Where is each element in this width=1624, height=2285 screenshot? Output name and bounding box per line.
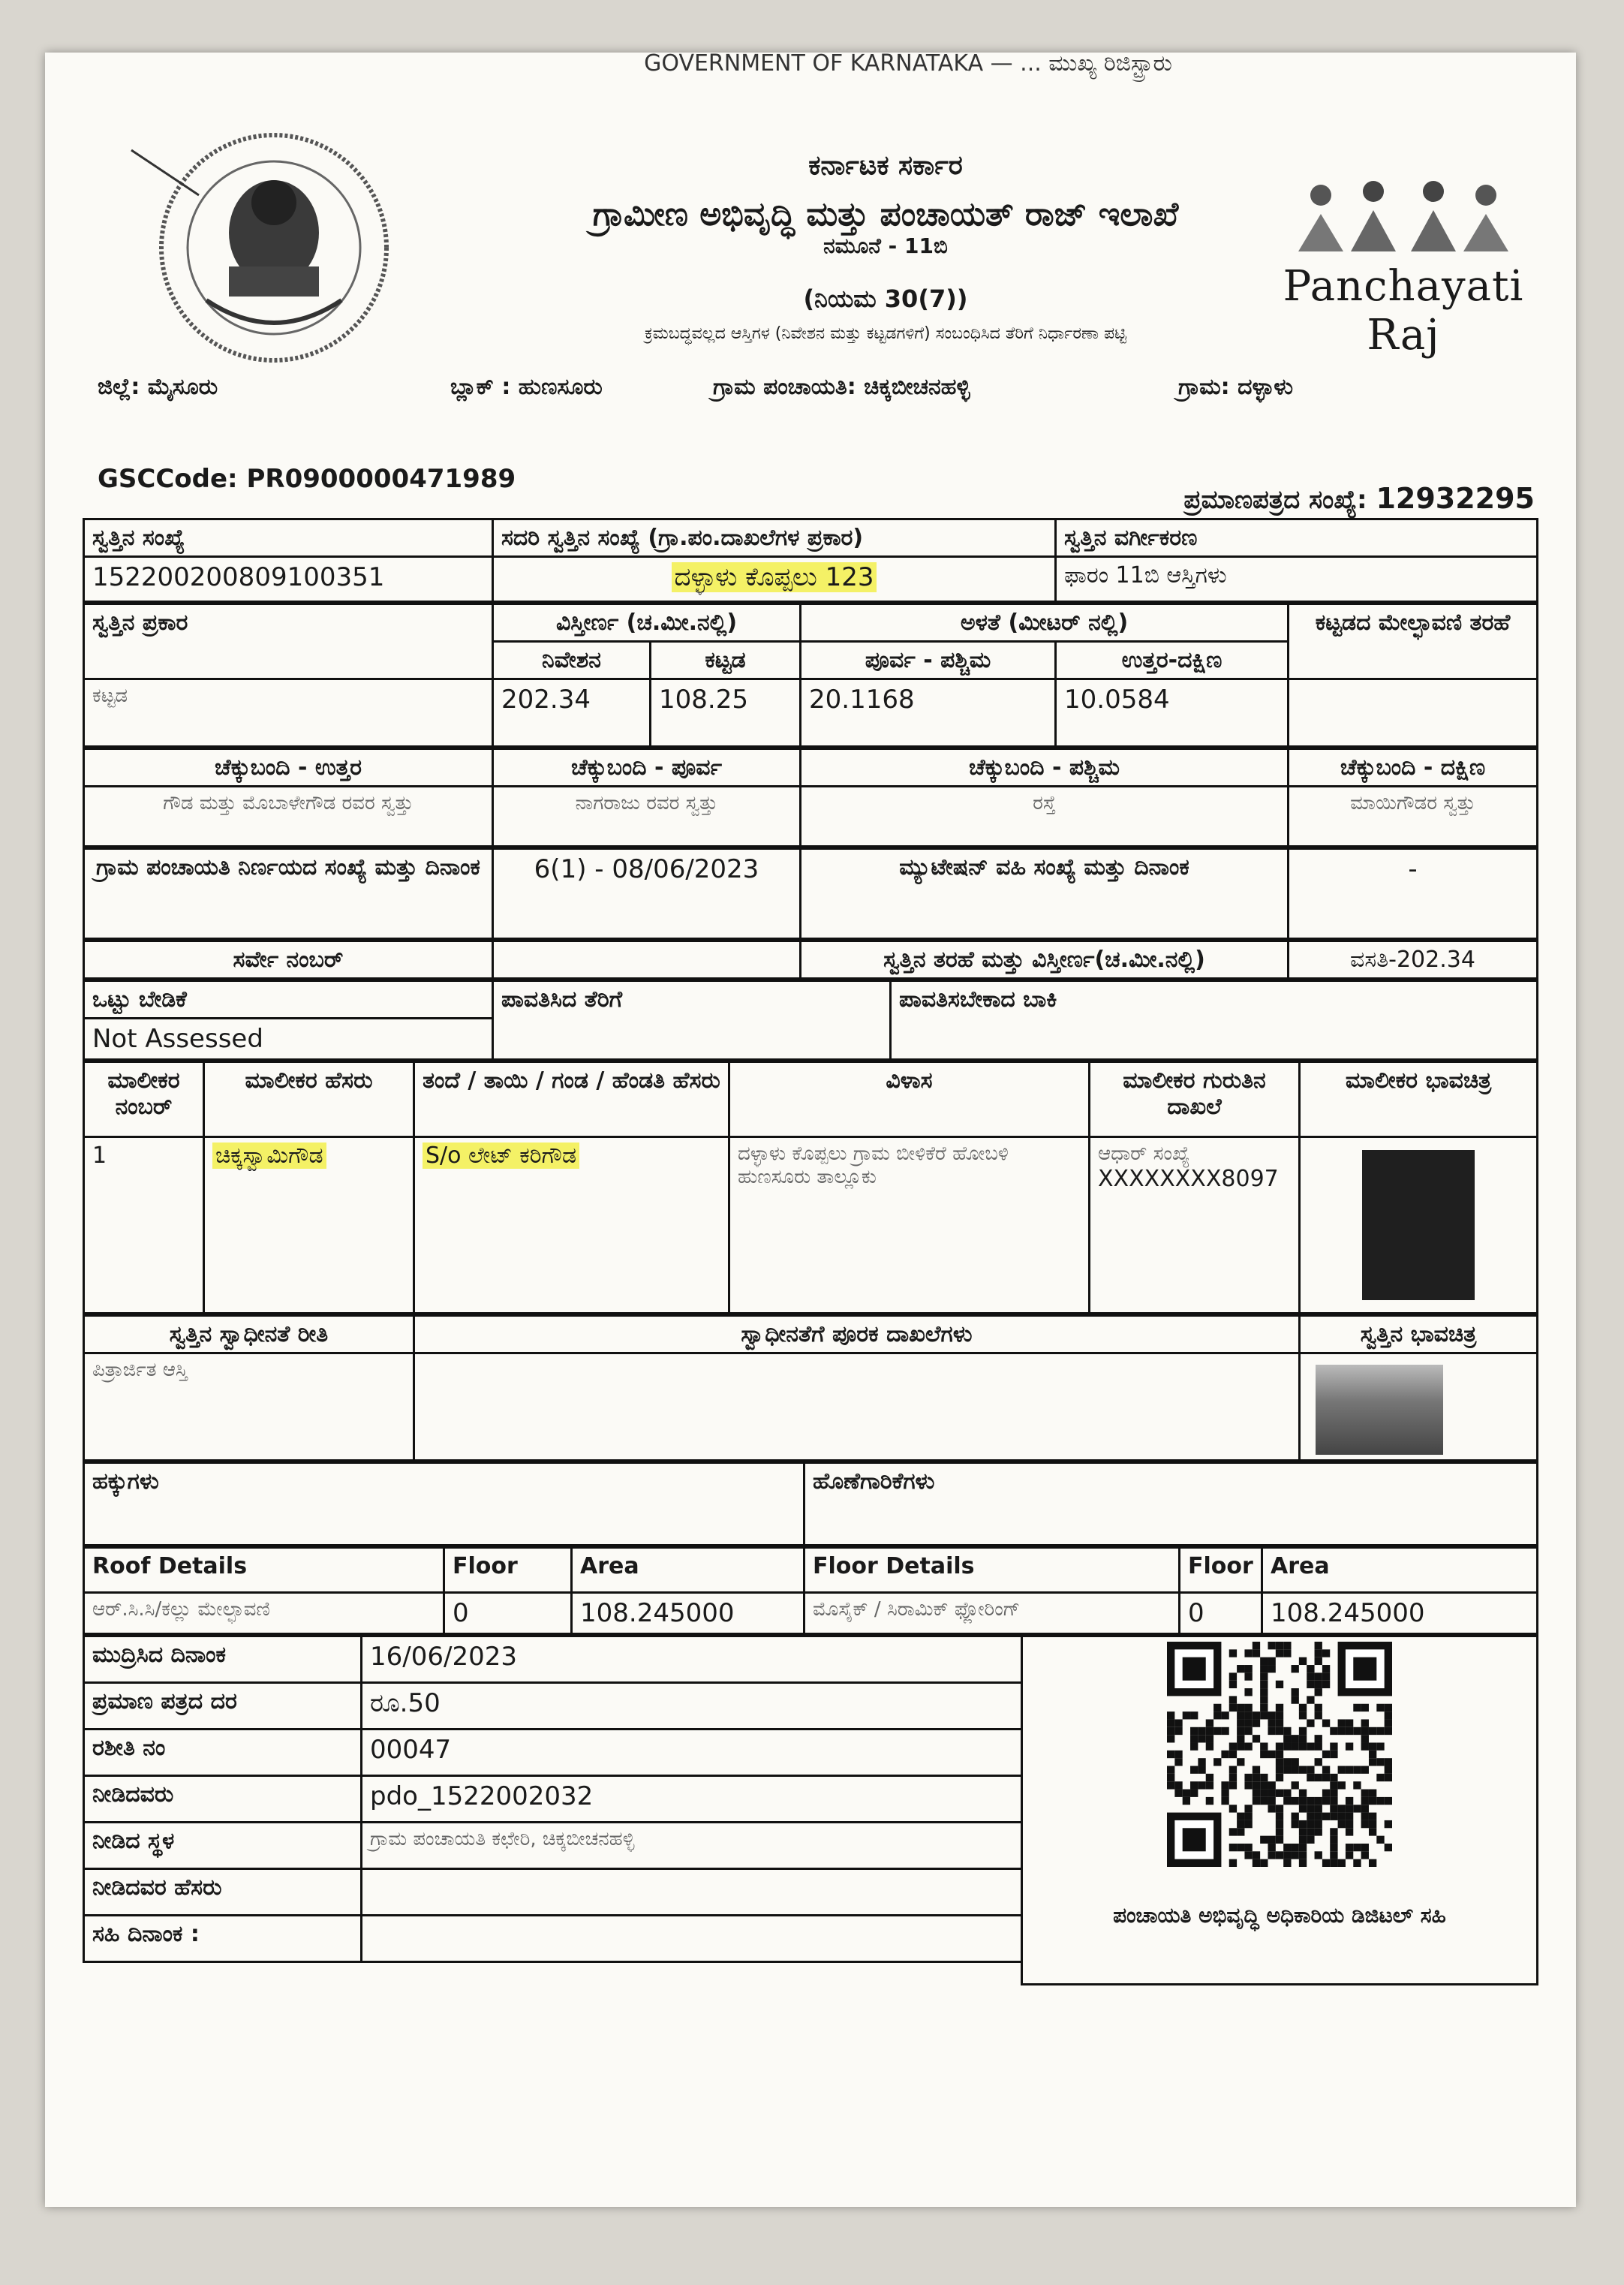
owners-header-name: ಮಾಲೀಕರ ಹೆಸರು	[204, 1062, 414, 1137]
gram-panchayat: ಗ್ರಾಮ ಪಂಚಾಯತಿ: ಚಿಕ್ಕಬೀಚನಹಳ್ಳಿ	[713, 374, 970, 400]
floor-type: ಮೊಸೈಕ್ / ಸಿರಾಮಿಕ್ ಫ್ಲೋರಿಂಗ್	[804, 1593, 1180, 1634]
property-photo-label: ಸ್ವತ್ತಿನ ಭಾವಚಿತ್ರ	[1300, 1316, 1538, 1353]
receipt-label: ರಶೀತಿ ನಂ	[84, 1730, 362, 1776]
property-photo	[1316, 1365, 1443, 1455]
paid-label: ಪಾವತಿಸಿದ ತೆರಿಗೆ	[493, 981, 891, 1060]
issuer-name-label: ನೀಡಿದವರ ಹೆಸರು	[84, 1869, 362, 1916]
receipt-value: 00047	[362, 1730, 1022, 1776]
certificate-number	[1183, 482, 1535, 515]
owner-relation: S/o ಲೇಟ್ ಕರಿಗೌಡ	[423, 1142, 579, 1169]
resolution-label: ಗ್ರಾಮ ಪಂಚಾಯತಿ ನಿರ್ಣಯದ ಸಂಖ್ಯೆ ಮತ್ತು ದಿನಾಂಕ	[84, 849, 493, 939]
document-page	[45, 50, 1576, 2207]
village: ಗ್ರಾಮ: ದಳ್ಳಾಳು	[1178, 374, 1294, 400]
old-no-value: ದಳ್ಳಾಳು ಕೊಪ್ಪಲು 123	[672, 562, 877, 592]
form-subtitle: ಕ್ರಮಬದ್ಧವಲ್ಲದ ಆಸ್ತಿಗಳ (ನಿವೇಶನ ಮತ್ತು ಕಟ್ಟಡಗಳಿಗೆ) ಸಂಬಂಧಿಸಿದ ತೆರಿಗೆ ನಿರ್ಧಾರಣಾ ಪಟ್ಟಿ	[644, 324, 1127, 343]
site-label: ನಿವೇಶನ	[493, 642, 651, 679]
class-label: ಸ್ವತ್ತಿನ ವರ್ಗೀಕರಣ	[1056, 519, 1538, 557]
building-area: 108.25	[651, 679, 801, 747]
top-strip: GOVERNMENT OF KARNATAKA — ... ಮುಖ್ಯ ರಿಜಿಸ್ಟ್ರಾರು	[644, 50, 1172, 77]
ns-label: ಉತ್ತರ-ದಕ್ಷಿಣ	[1056, 642, 1289, 679]
dim-label: ಅಳತೆ (ಮೀಟರ್ ನಲ್ಲಿ)	[801, 604, 1289, 642]
taluk: ಬ್ಲಾಕ್ : ಹುಣಸೂರು	[450, 374, 603, 400]
type-value: ಕಟ್ಟಡ	[84, 679, 493, 747]
owner-id-label: ಆಧಾರ್ ಸಂಖ್ಯೆ	[1098, 1142, 1190, 1165]
sign-date-label: ಸಹಿ ದಿನಾಂಕ :	[84, 1916, 362, 1962]
roof-header: Roof Details	[84, 1548, 444, 1593]
rights-label: ಹಕ್ಕುಗಳು	[84, 1463, 804, 1546]
survey-table	[83, 940, 1538, 980]
issuer-name-value	[362, 1869, 1022, 1916]
qr-code	[1167, 1642, 1392, 1867]
rights-table	[83, 1462, 1538, 1546]
docs-value	[414, 1353, 1300, 1461]
east-value: ನಾಗರಾಜು ರವರ ಸ್ವತ್ತು	[493, 787, 801, 847]
class-value: ಫಾರಂ 11ಬಿ ಆಸ್ತಿಗಳು	[1056, 557, 1538, 602]
demand-value: Not Assessed	[84, 1019, 493, 1060]
site-area: 202.34	[493, 679, 651, 747]
acquisition-label: ಸ್ವತ್ತಿನ ಸ್ವಾಧೀನತೆ ರೀತಿ	[84, 1316, 414, 1353]
floor-floor-label: Floor	[1180, 1548, 1262, 1593]
ew-value: 20.1168	[801, 679, 1056, 747]
rule-number: (ನಿಯಮ 30(7))	[803, 284, 968, 313]
south-value: ಮಾಯಿಗೌಡರ ಸ್ವತ್ತು	[1289, 787, 1538, 847]
gsc-code: GSCCode: PR0900000471989	[98, 464, 516, 494]
survey-value	[493, 941, 801, 979]
place-label: ನೀಡಿದ ಸ್ಥಳ	[84, 1823, 362, 1869]
building-label: ಕಟ್ಟಡ	[651, 642, 801, 679]
owner-no: 1	[84, 1137, 204, 1314]
issuer-value: pdo_1522002032	[362, 1776, 1022, 1823]
property-no-label: ಸ್ವತ್ತಿನ ಸಂಖ್ಯೆ	[84, 519, 493, 557]
table-row	[84, 1137, 1538, 1314]
east-label: ಚೆಕ್ಕುಬಂದಿ - ಪೂರ್ವ	[493, 749, 801, 787]
west-value: ರಸ್ತೆ	[801, 787, 1289, 847]
acquisition-value: ಪಿತ್ರಾರ್ಜಿತ ಆಸ್ತಿ	[84, 1353, 414, 1461]
property-grid	[83, 518, 1538, 1985]
owners-header-photo: ಮಾಲೀಕರ ಭಾವಚಿತ್ರ	[1300, 1062, 1538, 1137]
signature-text: ಪಂಚಾಯತಿ ಅಭಿವೃದ್ಧಿ ಅಧಿಕಾರಿಯ ಡಿಜಿಟಲ್ ಸಹಿ	[1113, 1903, 1446, 1928]
roof-floor-table	[83, 1546, 1538, 1635]
owners-table	[83, 1061, 1538, 1314]
acquisition-table	[83, 1314, 1538, 1462]
owners-header-id: ಮಾಲೀಕರ ಗುರುತಿನ ದಾಖಲೆ	[1090, 1062, 1300, 1137]
table-row	[84, 1593, 1538, 1634]
liabilities-label: ಹೊಣೆಗಾರಿಕೆಗಳು	[804, 1463, 1538, 1546]
property-number-table	[83, 518, 1538, 603]
owner-name: ಚಿಕ್ಕಸ್ವಾಮಿಗೌಡ	[212, 1142, 326, 1169]
north-value: ಗೌಡ ಮತ್ತು ಮೊಬಾಳೇಗೌಡ ರವರ ಸ್ವತ್ತು	[84, 787, 493, 847]
nature-value: ವಸತಿ-202.34	[1289, 941, 1538, 979]
mutation-value: -	[1289, 849, 1538, 939]
roof-floor-label: Floor	[444, 1548, 572, 1593]
panchayati-raj-logo	[1268, 176, 1538, 360]
roof-type-value	[1289, 679, 1538, 747]
resolution-table	[83, 847, 1538, 940]
boundaries-table	[83, 748, 1538, 847]
issue-table	[83, 1635, 1538, 1985]
south-label: ಚೆಕ್ಕುಬಂದಿ - ದಕ್ಷಿಣ	[1289, 749, 1538, 787]
dimensions-table	[83, 603, 1538, 748]
ns-value: 10.0584	[1056, 679, 1289, 747]
logo-text: Panchayati Raj	[1283, 262, 1524, 360]
place-value: ಗ್ರಾಮ ಪಂಚಾಯತಿ ಕಛೇರಿ, ಚಿಕ್ಕಬೀಚನಹಳ್ಳಿ	[362, 1823, 1022, 1869]
fee-label: ಪ್ರಮಾಣ ಪತ್ರದ ದರ	[84, 1683, 362, 1730]
floor-area-label: Area	[1262, 1548, 1538, 1593]
ew-label: ಪೂರ್ವ - ಪಶ್ಚಿಮ	[801, 642, 1056, 679]
west-label: ಚೆಕ್ಕುಬಂದಿ - ಪಶ್ಚಿಮ	[801, 749, 1289, 787]
certificate-value: 12932295	[1376, 482, 1535, 515]
signature-cell	[1022, 1636, 1538, 1985]
tax-table	[83, 980, 1538, 1061]
title-block	[465, 150, 1306, 343]
floor-floor: 0	[1180, 1593, 1262, 1634]
docs-label: ಸ್ವಾಧೀನತೆಗೆ ಪೂರಕ ದಾಖಲೆಗಳು	[414, 1316, 1300, 1353]
owners-header-address: ವಿಳಾಸ	[729, 1062, 1090, 1137]
issue-date-label: ಮುದ್ರಿಸಿದ ದಿನಾಂಕ	[84, 1636, 362, 1683]
government-emblem-seal	[116, 120, 432, 375]
fee-value: ರೂ.50	[362, 1683, 1022, 1730]
mutation-label: ಮ್ಯುಟೇಷನ್ ವಹಿ ಸಂಖ್ಯೆ ಮತ್ತು ದಿನಾಂಕ	[801, 849, 1289, 939]
owners-header-no: ಮಾಲೀಕರ ನಂಬರ್	[84, 1062, 204, 1137]
roof-type-label: ಕಟ್ಟಡದ ಮೇಲ್ಛಾವಣಿ ತರಹೆ	[1289, 604, 1538, 679]
owner-address: ದಳ್ಳಾಳು ಕೊಪ್ಪಲು ಗ್ರಾಮ ಬೀಳಿಕೆರೆ ಹೋಬಳಿ ಹುಣಸೂರು ತಾಲ್ಲೂಕು	[729, 1137, 1090, 1314]
type-label: ಸ್ವತ್ತಿನ ಪ್ರಕಾರ	[84, 604, 493, 679]
issuer-label: ನೀಡಿದವರು	[84, 1776, 362, 1823]
roof-type: ಆರ್.ಸಿ.ಸಿ/ಕಲ್ಲು ಮೇಲ್ಛಾವಣಿ	[84, 1593, 444, 1634]
demand-label: ಒಟ್ಟು ಬೇಡಿಕೆ	[84, 981, 493, 1019]
due-label: ಪಾವತಿಸಬೇಕಾದ ಬಾಕಿ	[891, 981, 1538, 1060]
nature-label: ಸ್ವತ್ತಿನ ತರಹೆ ಮತ್ತು ವಿಸ್ತೀರ್ಣ(ಚ.ಮೀ.ನಲ್ಲಿ)	[801, 941, 1289, 979]
owner-photo	[1362, 1150, 1475, 1300]
resolution-value: 6(1) - 08/06/2023	[493, 849, 801, 939]
survey-label: ಸರ್ವೇ ನಂಬರ್	[84, 941, 493, 979]
state-title: ಕರ್ನಾಟಕ ಸರ್ಕಾರ	[808, 150, 963, 181]
department-title: ಗ್ರಾಮೀಣ ಅಭಿವೃದ್ಧಿ ಮತ್ತು ಪಂಚಾಯತ್ ರಾಜ್ ಇಲಾಖೆ	[592, 195, 1179, 233]
floor-header: Floor Details	[804, 1548, 1180, 1593]
property-no-value: 152200200809100351	[84, 557, 493, 602]
north-label: ಚೆಕ್ಕುಬಂದಿ - ಉತ್ತರ	[84, 749, 493, 787]
roof-area: 108.245000	[572, 1593, 804, 1634]
floor-area: 108.245000	[1262, 1593, 1538, 1634]
old-no-label: ಸದರಿ ಸ್ವತ್ತಿನ ಸಂಖ್ಯೆ (ಗ್ರಾ.ಪಂ.ದಾಖಲೆಗಳ ಪ್ರಕಾರ)	[493, 519, 1056, 557]
certificate-label: ಪ್ರಮಾಣಪತ್ರದ ಸಂಖ್ಯೆ:	[1183, 485, 1367, 515]
form-number: ನಮೂನೆ - 11ಬಿ	[823, 233, 948, 258]
roof-floor: 0	[444, 1593, 572, 1634]
roof-area-label: Area	[572, 1548, 804, 1593]
sign-date-value	[362, 1916, 1022, 1962]
area-label: ವಿಸ್ತೀರ್ಣ (ಚ.ಮೀ.ನಲ್ಲಿ)	[493, 604, 801, 642]
district: ಜಿಲ್ಲೆ: ಮೈಸೂರು	[98, 374, 218, 400]
owner-id-value: XXXXXXXX8097	[1098, 1166, 1279, 1192]
owners-header-relation: ತಂದೆ / ತಾಯಿ / ಗಂಡ / ಹೆಂಡತಿ ಹೆಸರು	[414, 1062, 729, 1137]
location-row	[98, 374, 1373, 411]
issue-date-value: 16/06/2023	[362, 1636, 1022, 1683]
